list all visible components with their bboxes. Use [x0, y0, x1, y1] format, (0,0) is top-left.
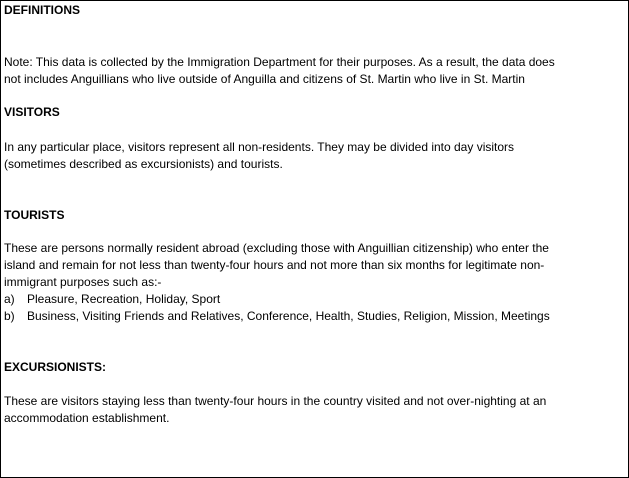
tourists-text-line-2: island and remain for not less than twenty-four hours and not more than six months for legitimate non- [4, 258, 545, 272]
excursionists-text-line-1: These are visitors staying less than twenty-four hours in the country visited and not over-nighting at an [4, 394, 547, 408]
list-item-text: Business, Visiting Friends and Relatives, Conference, Health, Studies, Religion, Mission, Meetings [27, 309, 550, 323]
tourists-heading: TOURISTS [4, 208, 65, 222]
note-text-line-1: Note: This data is collected by the Immigration Department for their purposes. As a result, the data does [4, 55, 555, 69]
definitions-heading: DEFINITIONS [4, 3, 81, 17]
list-item-marker: b) [4, 309, 15, 323]
list-item-marker: a) [4, 292, 15, 306]
note-text-line-2: not includes Anguillians who live outside of Anguilla and citizens of St. Martin who live in St. Martin [4, 72, 525, 86]
list-item-text: Pleasure, Recreation, Holiday, Sport [27, 292, 221, 306]
excursionists-text-line-2: accommodation establishment. [4, 411, 170, 425]
tourists-text-line-1: These are persons normally resident abroad (excluding those with Anguillian citizenship) who enter the [4, 241, 549, 255]
visitors-text-line-2: (sometimes described as excursionists) and tourists. [4, 157, 283, 171]
visitors-text-line-1: In any particular place, visitors represent all non-residents. They may be divided into day visitors [4, 140, 515, 154]
list-item [4, 308, 550, 325]
excursionists-heading: EXCURSIONISTS: [4, 360, 107, 374]
visitors-heading: VISITORS [4, 105, 60, 119]
list-item [4, 291, 220, 308]
tourists-text-line-3: immigrant purposes such as:- [4, 275, 162, 289]
